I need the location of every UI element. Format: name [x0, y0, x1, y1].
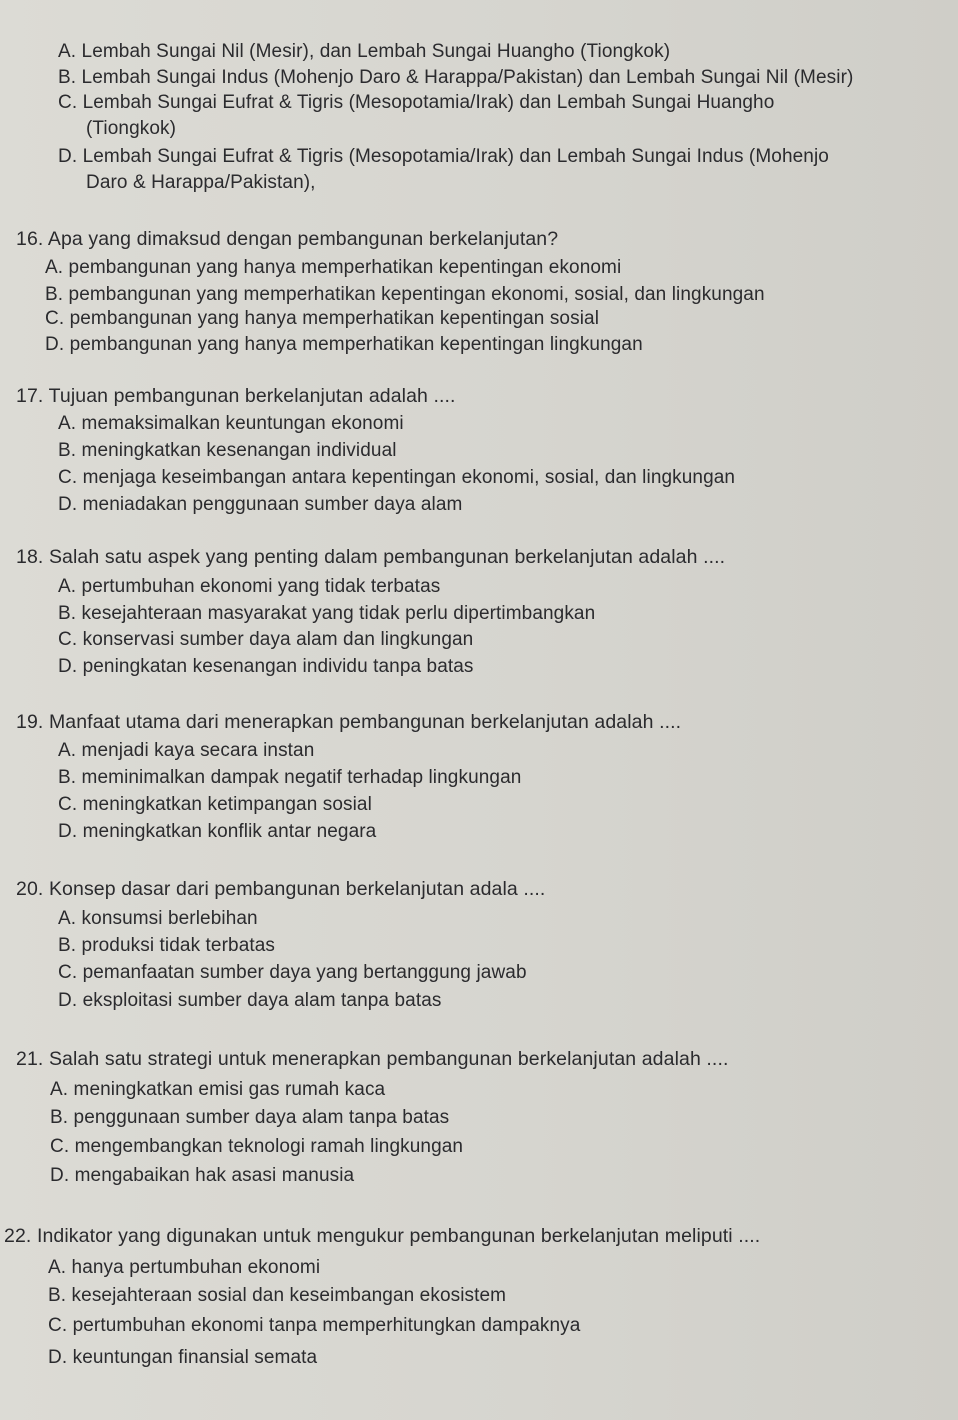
option-letter: B.	[58, 67, 77, 88]
option-text: memaksimalkan keuntungan ekonomi	[81, 413, 404, 434]
q20-option-b	[58, 934, 275, 958]
option-letter: A.	[58, 41, 77, 62]
option-letter: C.	[58, 92, 78, 113]
question-17	[16, 384, 456, 408]
q17-option-a	[58, 412, 404, 436]
option-letter: A.	[58, 576, 77, 597]
q15-option-a	[58, 40, 670, 64]
question-19	[16, 710, 681, 734]
option-letter: B.	[58, 935, 77, 956]
option-letter: C.	[48, 1315, 68, 1336]
q20-option-c	[58, 961, 527, 985]
option-letter: A.	[58, 740, 77, 761]
option-text: eksploitasi sumber daya alam tanpa batas	[82, 990, 442, 1011]
q22-option-c	[48, 1314, 580, 1338]
question-20	[16, 877, 545, 901]
question-number: 22.	[4, 1225, 32, 1247]
option-text: Lembah Sungai Indus (Mohenjo Daro & Harappa/Pakistan) dan Lembah Sungai Nil (Mesir)	[81, 67, 854, 88]
q19-option-b	[58, 766, 521, 790]
q18-option-c	[58, 628, 473, 652]
option-letter: D.	[58, 146, 78, 167]
q18-option-d	[58, 655, 474, 679]
q20-option-d	[58, 989, 441, 1013]
q21-option-d	[50, 1164, 354, 1188]
question-text: Indikator yang digunakan untuk mengukur pembangunan berkelanjutan meliputi ....	[36, 1225, 761, 1247]
q20-option-a	[58, 907, 258, 931]
option-letter: A.	[50, 1079, 69, 1100]
option-letter: D.	[58, 821, 78, 842]
q21-option-c	[50, 1135, 463, 1159]
option-text: peningkatan kesenangan individu tanpa batas	[82, 656, 474, 677]
option-letter: C.	[45, 308, 65, 329]
option-text: meningkatkan emisi gas rumah kaca	[73, 1079, 386, 1100]
q15-option-d	[58, 145, 829, 169]
question-text: Salah satu strategi untuk menerapkan pembangunan berkelanjutan adalah ....	[48, 1048, 729, 1070]
q19-option-a	[58, 739, 314, 763]
option-text: pembangunan yang hanya memperhatikan kepentingan ekonomi	[68, 257, 622, 278]
q15-option-c	[58, 91, 774, 115]
option-letter: C.	[58, 629, 78, 650]
option-text: meniadakan penggunaan sumber daya alam	[82, 494, 463, 515]
option-text: meningkatkan ketimpangan sosial	[82, 794, 372, 815]
q15-option-b	[58, 66, 853, 90]
question-22	[4, 1224, 760, 1248]
option-letter: B.	[45, 284, 64, 305]
q17-option-c	[58, 466, 735, 490]
question-number: 18.	[16, 546, 44, 568]
option-text: kesejahteraan sosial dan keseimbangan ekosistem	[71, 1285, 507, 1306]
option-text: meminimalkan dampak negatif terhadap lingkungan	[81, 767, 522, 788]
option-text: Lembah Sungai Nil (Mesir), dan Lembah Sungai Huangho (Tiongkok)	[81, 41, 671, 62]
option-text: Lembah Sungai Eufrat & Tigris (Mesopotamia/Irak) dan Lembah Sungai Huangho	[82, 92, 775, 113]
q22-option-a	[48, 1256, 320, 1280]
option-text: pembangunan yang hanya memperhatikan kepentingan lingkungan	[69, 334, 643, 355]
question-text: Manfaat utama dari menerapkan pembangunan berkelanjutan adalah ....	[48, 711, 682, 733]
q15-option-c-cont: (Tiongkok)	[86, 118, 177, 139]
question-number: 16.	[16, 228, 44, 250]
question-number: 19.	[16, 711, 44, 733]
option-text: kesejahteraan masyarakat yang tidak perlu dipertimbangkan	[81, 603, 596, 624]
option-letter: D.	[58, 494, 78, 515]
question-number: 20.	[16, 878, 44, 900]
option-letter: D.	[50, 1165, 70, 1186]
question-text: Tujuan pembangunan berkelanjutan adalah ....	[48, 385, 456, 407]
option-letter: C.	[58, 794, 78, 815]
q16-option-d	[45, 333, 643, 357]
option-letter: A.	[45, 257, 64, 278]
option-text: penggunaan sumber daya alam tanpa batas	[73, 1107, 450, 1128]
option-letter: C.	[58, 467, 78, 488]
question-21	[16, 1047, 728, 1071]
option-text: pembangunan yang memperhatikan kepentingan ekonomi, sosial, dan lingkungan	[68, 284, 765, 305]
q22-option-d	[48, 1346, 317, 1370]
question-number: 21.	[16, 1048, 44, 1070]
option-text: meningkatkan konflik antar negara	[82, 821, 377, 842]
option-text: meningkatkan kesenangan individual	[81, 440, 397, 461]
option-text: keuntungan finansial semata	[72, 1347, 318, 1368]
option-letter: A.	[58, 413, 77, 434]
option-letter: D.	[45, 334, 65, 355]
q18-option-b	[58, 602, 595, 626]
option-letter: D.	[48, 1347, 68, 1368]
option-letter: B.	[58, 603, 77, 624]
option-text: pertumbuhan ekonomi yang tidak terbatas	[81, 576, 441, 597]
option-text: hanya pertumbuhan ekonomi	[71, 1257, 321, 1278]
question-18	[16, 545, 725, 569]
option-text: menjadi kaya secara instan	[81, 740, 315, 761]
option-letter: B.	[58, 767, 77, 788]
option-letter: C.	[50, 1136, 70, 1157]
q15-option-d-cont: Daro & Harappa/Pakistan),	[86, 172, 316, 193]
q18-option-a	[58, 575, 440, 599]
q22-option-b	[48, 1284, 506, 1308]
option-text: mengabaikan hak asasi manusia	[74, 1165, 355, 1186]
option-letter: B.	[48, 1285, 67, 1306]
question-text: Salah satu aspek yang penting dalam pembangunan berkelanjutan adalah ....	[48, 546, 726, 568]
q21-option-a	[50, 1078, 385, 1102]
option-letter: B.	[50, 1107, 69, 1128]
question-number: 17.	[16, 385, 44, 407]
option-text: mengembangkan teknologi ramah lingkungan	[74, 1136, 464, 1157]
option-letter: D.	[58, 990, 78, 1011]
option-letter: A.	[58, 908, 77, 929]
question-text: Konsep dasar dari pembangunan berkelanjutan adala ....	[48, 878, 546, 900]
option-text: pembangunan yang hanya memperhatikan kepentingan sosial	[69, 308, 600, 329]
question-text: Apa yang dimaksud dengan pembangunan berkelanjutan?	[47, 228, 559, 250]
option-letter: A.	[48, 1257, 67, 1278]
q17-option-b	[58, 439, 397, 463]
option-text: konsumsi berlebihan	[81, 908, 258, 929]
q21-option-b	[50, 1106, 449, 1130]
option-letter: B.	[58, 440, 77, 461]
q16-option-c	[45, 307, 599, 331]
q17-option-d	[58, 493, 462, 517]
option-text: produksi tidak terbatas	[81, 935, 276, 956]
q19-option-c	[58, 793, 372, 817]
option-letter: D.	[58, 656, 78, 677]
question-16	[16, 227, 558, 251]
option-text: menjaga keseimbangan antara kepentingan ekonomi, sosial, dan lingkungan	[82, 467, 736, 488]
option-text: pemanfaatan sumber daya yang bertanggung jawab	[82, 962, 527, 983]
option-text: Lembah Sungai Eufrat & Tigris (Mesopotamia/Irak) dan Lembah Sungai Indus (Mohenjo	[82, 146, 829, 167]
option-text: pertumbuhan ekonomi tanpa memperhitungkan dampaknya	[72, 1315, 581, 1336]
q19-option-d	[58, 820, 376, 844]
option-letter: C.	[58, 962, 78, 983]
q16-option-a	[45, 256, 621, 280]
q16-option-b	[45, 283, 765, 307]
option-text: konservasi sumber daya alam dan lingkungan	[82, 629, 474, 650]
